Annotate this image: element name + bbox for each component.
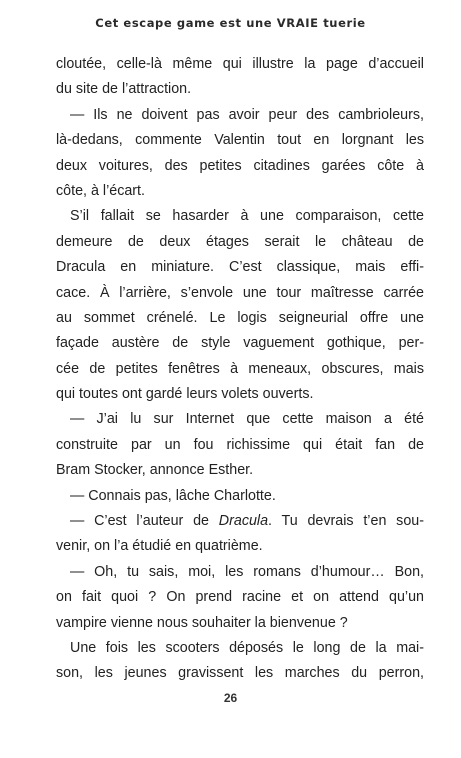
text-line: — Oh, tu sais, moi, les romans d’humour… Bon, [70,563,424,580]
text-line: — Connais pas, lâche Charlotte. [70,487,276,504]
text-line: côte, à l’écart. [56,182,145,199]
text-line: — J’ai lu sur Internet que cette maison a été [70,411,424,428]
page-number: 26 [223,691,238,705]
text-line: son, les jeunes gravissent les marches du perron, [56,665,424,682]
text-line: deux voitures, des petites citadines garées côte à [56,157,424,174]
text-line: construite par un fou richissime qui était fan de [56,436,424,453]
text-line: qui toutes ont gardé leurs volets ouverts. [56,386,314,403]
text-line: — Ils ne doivent pas avoir peur des cambrioleurs, [70,106,424,123]
text-line: cace. À l’arrière, s’envole une tour maîtresse carrée [56,284,424,301]
text-line: S’il fallait se hasarder à une comparaison, cette [70,208,424,225]
text-line: là-dedans, commente Valentin tout en lorgnant les [56,132,424,149]
text-line: venir, on l’a étudié en quatrième. [56,538,263,555]
text-line: Dracula en miniature. C’est classique, mais effi- [56,259,424,276]
text-line: cée de petites fenêtres à meneaux, obscures, mais [56,360,424,377]
text-line: Une fois les scooters déposés le long de la mai- [70,639,424,656]
text-segment: — C’est l’auteur de [70,513,219,530]
text-line [56,509,424,534]
body-text [56,52,424,687]
text-line: vampire vienne nous souhaiter la bienvenue ? [56,614,348,631]
text-line: on fait quoi ? On prend racine et on attend qu’un [56,589,424,606]
text-line: cloutée, celle-là même qui illustre la page d’accueil [56,56,424,72]
book-title-italic: Dracula [218,513,269,530]
text-line: au sommet crénelé. Le logis seigneurial offre une [56,309,424,326]
running-head: Cet escape game est une VRAIE tuerie [95,16,366,30]
text-line: façade austère de style vaguement gothique, per- [56,335,424,352]
text-line: du site de l’attraction. [56,81,192,98]
text-segment: . Tu devrais t’en sou- [268,513,424,530]
text-line: Bram Stocker, annonce Esther. [56,462,254,479]
text-line: demeure de deux étages serait le château de [56,233,424,250]
